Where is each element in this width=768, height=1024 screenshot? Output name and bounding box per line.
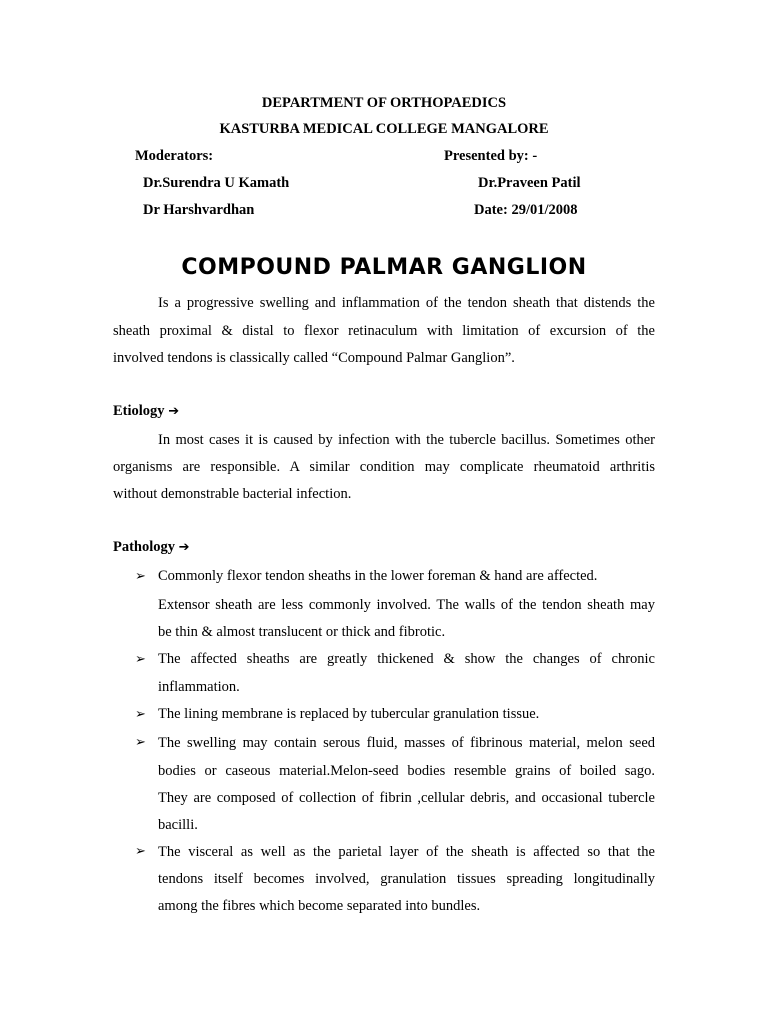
moderators-label: Moderators: — [135, 148, 214, 164]
department-heading: DEPARTMENT OF ORTHOPAEDICS — [261, 95, 507, 111]
list-item-line: The swelling may contain serous fluid, masses of fibrinous material, melon seed — [158, 735, 655, 751]
etiology-line: In most cases it is caused by infection with the tubercle bacillus. Sometimes other — [158, 432, 655, 448]
presenter-name: Dr.Praveen Patil — [478, 175, 581, 191]
moderator-name-1: Dr.Surendra U Kamath — [143, 175, 290, 191]
moderator-name-2: Dr Harshvardhan — [143, 202, 255, 218]
arrowhead-bullet-icon: ➢ — [135, 844, 146, 859]
arrowhead-bullet-icon: ➢ — [135, 707, 146, 722]
list-item-line: The lining membrane is replaced by tubercular granulation tissue. — [158, 706, 540, 722]
presented-by-label: Presented by: - — [444, 148, 538, 164]
etiology-heading-text: Etiology — [113, 403, 165, 419]
arrowhead-bullet-icon: ➢ — [135, 569, 146, 584]
intro-line: sheath proximal & distal to flexor retinaculum with limitation of excursion of the — [113, 323, 655, 339]
list-item-line: The affected sheaths are greatly thickened & show the changes of chronic — [158, 651, 655, 667]
etiology-heading — [113, 404, 179, 419]
pathology-heading-text: Pathology — [113, 539, 176, 555]
pathology-heading — [113, 540, 190, 555]
etiology-line: without demonstrable bacterial infection. — [113, 486, 352, 502]
list-item-line: bacilli. — [158, 817, 198, 833]
list-item-line: inflammation. — [158, 679, 240, 695]
arrowhead-bullet-icon: ➢ — [135, 735, 146, 750]
college-heading: KASTURBA MEDICAL COLLEGE MANGALORE — [219, 121, 549, 137]
list-item-line: be thin & almost translucent or thick and fibrotic. — [158, 624, 446, 640]
list-item-line: The visceral as well as the parietal layer of the sheath is affected so that the — [158, 844, 655, 860]
list-item-line: They are composed of collection of fibrin ,cellular debris, and occasional tubercle — [158, 790, 655, 806]
right-arrow-icon: ➔ — [178, 540, 190, 555]
list-item-line: tendons itself becomes involved, granulation tissues spreading longitudinally — [158, 871, 655, 887]
presentation-date: Date: 29/01/2008 — [474, 202, 578, 218]
intro-line: involved tendons is classically called “Compound Palmar Ganglion”. — [113, 350, 515, 366]
list-item-line: Commonly flexor tendon sheaths in the lower foreman & hand are affected. — [158, 568, 598, 584]
intro-line: Is a progressive swelling and inflammation of the tendon sheath that distends the — [158, 295, 655, 311]
list-item-line: bodies or caseous material.Melon-seed bodies resemble grains of boiled sago. — [158, 763, 655, 779]
arrowhead-bullet-icon: ➢ — [135, 652, 146, 667]
list-item-line: among the fibres which become separated into bundles. — [158, 898, 481, 914]
etiology-line: organisms are responsible. A similar condition may complicate rheumatoid arthritis — [113, 459, 655, 475]
right-arrow-icon: ➔ — [168, 404, 180, 419]
list-item-line: Extensor sheath are less commonly involved. The walls of the tendon sheath may — [158, 597, 655, 613]
document-title: COMPOUND PALMAR GANGLION — [181, 255, 587, 280]
